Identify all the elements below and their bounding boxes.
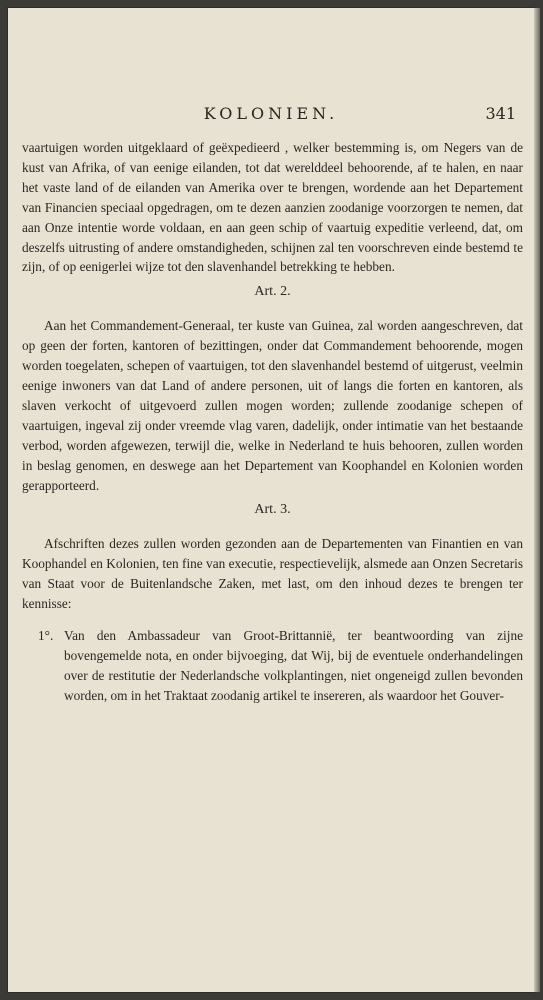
running-title: KOLONIEN. (203, 104, 339, 123)
list-item-number: 1°. (38, 627, 54, 643)
article-3-heading: Art. 3. (254, 502, 291, 518)
running-header (8, 104, 534, 128)
paragraph-continuation: vaartuigen worden uitgeklaard of geëxpedieerd , welker bestemming is, om Negers van de kust van Afrika, of van eenige eilanden, tot dat werelddeel behoorende, af te halen, en naar het vaste land of de eilanden van Amerika over te brengen, wordende aan het Departement van Financien speciaal opgedragen, om te dezen aanzien zoodanige voorzorgen te nemen, dat aan Onze intentie worde voldaan, en aan geen schip of vaartuig expeditie verleend, dat, om deszelfs uitrusting of andere omstandigheden, schijnen zal ten voorschreven einde bestemd te zijn, of op eenigerlei wijze tot den slavenhandel betrekking te hebben. (22, 140, 523, 275)
list-item-1 (22, 626, 523, 706)
article-2-heading: Art. 2. (254, 284, 291, 300)
article-3-paragraph: Afschriften dezes zullen worden gezonden aan de Departementen van Finantien en van Koophandel en Kolonien, ten fine van executie, respectievelijk, alsmede aan Onzen Secretaris van Staat voor de Buitenlandsche Zaken, met last, om den inhoud dezes te brengen ter kennisse: (22, 536, 523, 612)
page-number: 341 (485, 104, 516, 123)
article-2-paragraph: Aan het Commandement-Generaal, ter kuste van Guinea, zal worden aangeschreven, dat op geen der forten, kantoren of bezittingen, onder dat Commandement behoorende, mogen worden toegelaten, schepen of vaartuigen, tot den slavenhandel bestemd of uitgerust, veelmin eenige inwoners van dat Land of andere personen, uit of langs die forten en kantoren, als slaven verkocht of uitgevoerd zullen mogen worden; zullende zoodanige schepen of vaartuigen, ingeval zij onder vreemde vlag varen, dadelijk, onder intimatie van het bestaande verbod, worden afgewezen, terwijl die, welke in Nederland te huis behooren, zullen worden in beslag genomen, en deswege aan het Departement van Koophandel en Kolonien worden gerapporteerd. (22, 318, 523, 493)
page-body (22, 138, 523, 706)
book-page (8, 8, 534, 992)
list-item-text: Van den Ambassadeur van Groot-Brittannië, ter beantwoording van zijne bovengemelde nota, en onder bijvoeging, dat Wij, bij de eventuele onderhandelingen over de restitutie der Nederlandsche volkplantingen, niet ongeneigd zullen bevonden worden, om in het Traktaat zoodanig artikel te insereren, als waardoor het Gouver- (64, 627, 523, 703)
